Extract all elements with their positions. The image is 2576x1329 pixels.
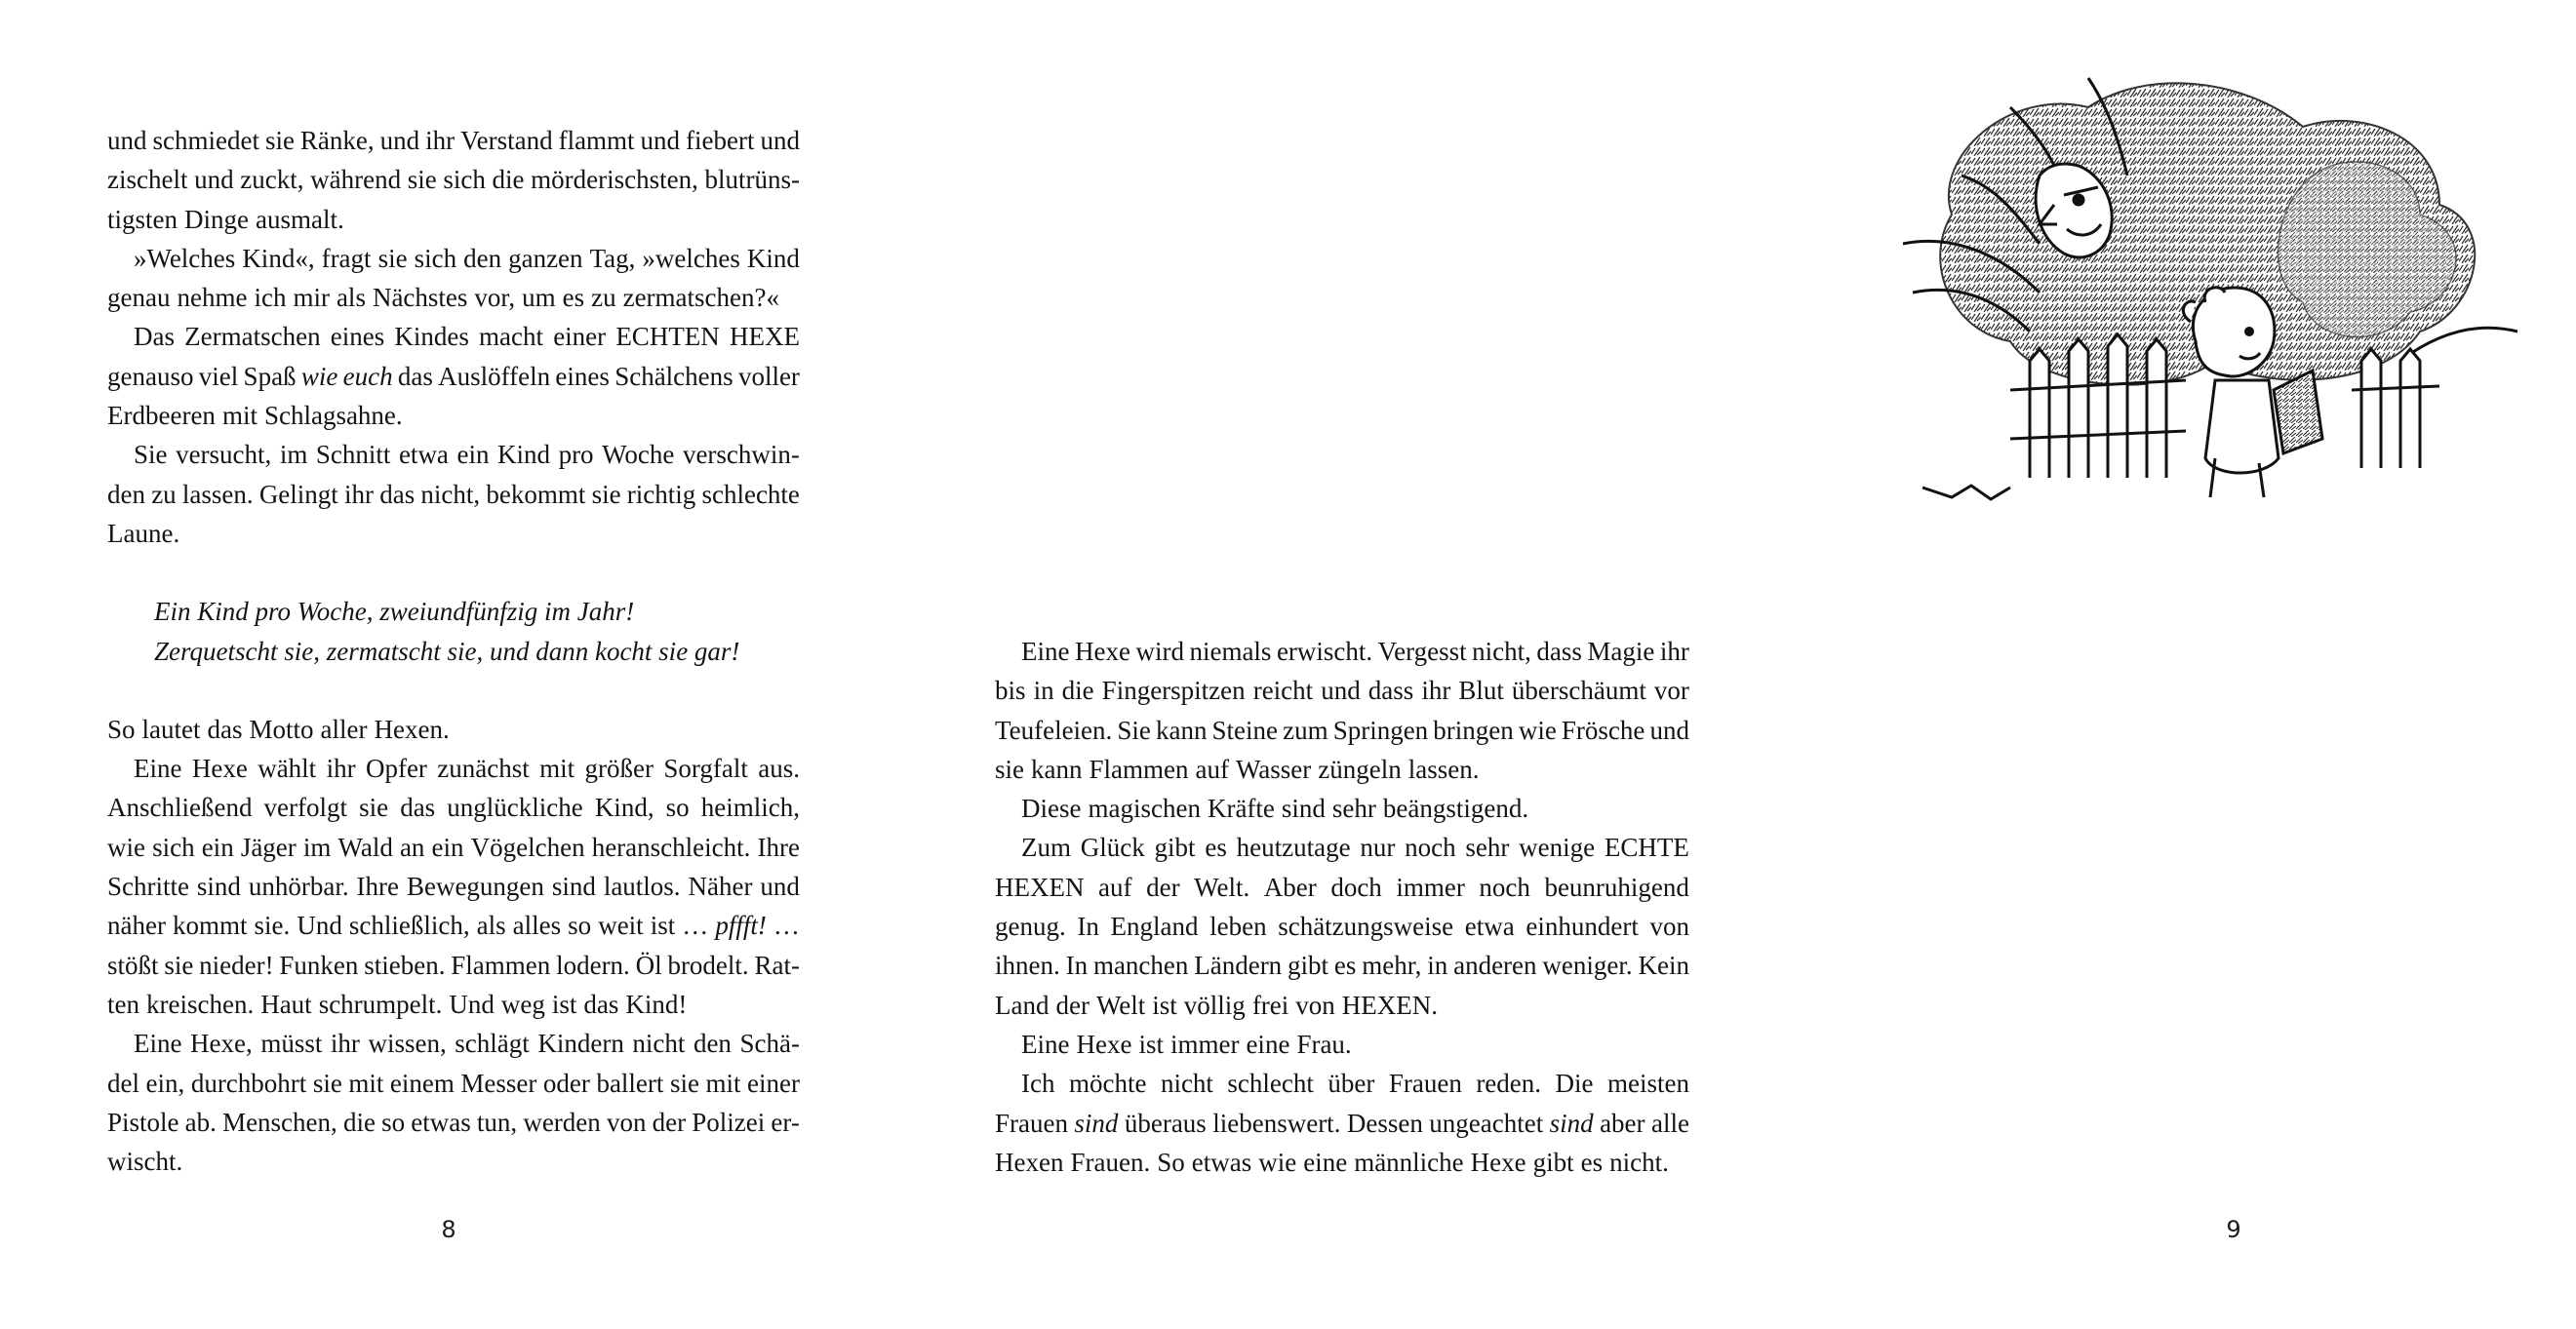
text-line: Teufeleien. Sie kann Steine zum Springen bringen wie Frösche und: [995, 715, 1689, 745]
text-line: Ich möchte nicht schlecht über Frauen reden. Die meisten: [1021, 1069, 1689, 1099]
text-line: HEXEN auf der Welt. Aber doch immer noch beunruhigend: [995, 872, 1689, 902]
stanza-gap: [107, 553, 800, 592]
text-line: stößt sie nieder! Funken stieben. Flammen lodern. Öl brodelt. Rat-: [107, 950, 800, 980]
text-line: genau nehme ich mir als Nächstes vor, um es zu zermatschen?«: [107, 283, 779, 313]
text-line: tigsten Dinge ausmalt.: [107, 204, 344, 234]
verse-line: Ein Kind pro Woche, zweiundfünfzig im Jahr!: [154, 597, 635, 627]
text-line: sie kann Flammen auf Wasser züngeln lassen.: [995, 754, 1480, 784]
text-line: bis in die Fingerspitzen reicht und dass ihr Blut überschäumt vor: [995, 676, 1689, 706]
text-line: Eine Hexe wird niemals erwischt. Vergesst nicht, dass Magie ihr: [1021, 637, 1689, 666]
text-line: Zum Glück gibt es heutzutage nur noch sehr wenige ECHTE: [1021, 833, 1689, 863]
stanza-gap: [107, 671, 800, 710]
text-line: ten kreischen. Haut schrumpelt. Und weg ist das Kind!: [107, 989, 688, 1019]
text-line: Hexen Frauen. So etwas wie eine männliche Hexe gibt es nicht.: [995, 1147, 1669, 1177]
text-line: wischt.: [107, 1147, 183, 1177]
text-line: wie sich ein Jäger im Wald an ein Vögelchen heranschleicht. Ihre: [107, 832, 800, 862]
left-body-text: [107, 121, 800, 1181]
page-number-left: 8: [441, 1216, 456, 1243]
right-body-text: [995, 632, 1689, 1182]
text-line: Schritte sind unhörbar. Ihre Bewegungen sind lautlos. Näher und: [107, 872, 800, 902]
text-line: del ein, durchbohrt sie mit einem Messer oder ballert sie mit einer: [107, 1068, 800, 1098]
text-line: Diese magischen Kräfte sind sehr beängstigend.: [1021, 794, 1529, 824]
text-line: näher kommt sie. Und schließlich, als alles so weit ist … pffft! …: [107, 911, 800, 941]
text-line: Sie versucht, im Schnitt etwa ein Kind pro Woche verschwin-: [134, 440, 800, 470]
text-line: Das Zermatschen eines Kindes macht einer ECHTEN HEXE: [134, 322, 800, 352]
text-line: ihnen. In manchen Ländern gibt es mehr, in anderen weniger. Kein: [995, 951, 1689, 981]
text-line: Eine Hexe, müsst ihr wissen, schlägt Kindern nicht den Schä-: [134, 1029, 800, 1059]
text-line: Eine Hexe ist immer eine Frau.: [1021, 1029, 1352, 1059]
text-line: und schmiedet sie Ränke, und ihr Verstand flammt und fiebert und: [107, 126, 800, 155]
text-line: Eine Hexe wählt ihr Opfer zunächst mit größer Sorgfalt aus.: [134, 754, 800, 784]
text-line: genug. In England leben schätzungsweise etwa einhundert von: [995, 912, 1689, 942]
text-line: So lautet das Motto aller Hexen.: [107, 714, 450, 744]
text-line: den zu lassen. Gelingt ihr das nicht, bekommt sie richtig schlechte: [107, 479, 800, 509]
left-page: [0, 0, 889, 1329]
page-number-right: 9: [2226, 1216, 2241, 1243]
text-line: Pistole ab. Menschen, die so etwas tun, werden von der Polizei er-: [107, 1107, 800, 1137]
text-line: »Welches Kind«, fragt sie sich den ganzen Tag, »welches Kind: [134, 243, 800, 273]
right-page: [889, 0, 2241, 1329]
text-line: zischelt und zuckt, während sie sich die mörderischsten, blutrüns-: [107, 165, 800, 195]
text-line: Laune.: [107, 518, 180, 548]
text-line: Erdbeeren mit Schlagsahne.: [107, 401, 403, 431]
text-line: Land der Welt ist völlig frei von HEXEN.: [995, 990, 1439, 1020]
text-line: Anschließend verfolgt sie das unglückliche Kind, so heimlich,: [107, 793, 800, 823]
witch-in-tree-illustration-icon: [1893, 68, 2576, 575]
text-line: genauso viel Spaß wie euch das Auslöffeln eines Schälchens voller: [107, 361, 800, 391]
text-line: Frauen sind überaus liebenswert. Dessen ungeachtet sind aber alle: [995, 1108, 1689, 1138]
verse-line: Zerquetscht sie, zermatscht sie, und dann kocht sie gar!: [154, 636, 740, 666]
